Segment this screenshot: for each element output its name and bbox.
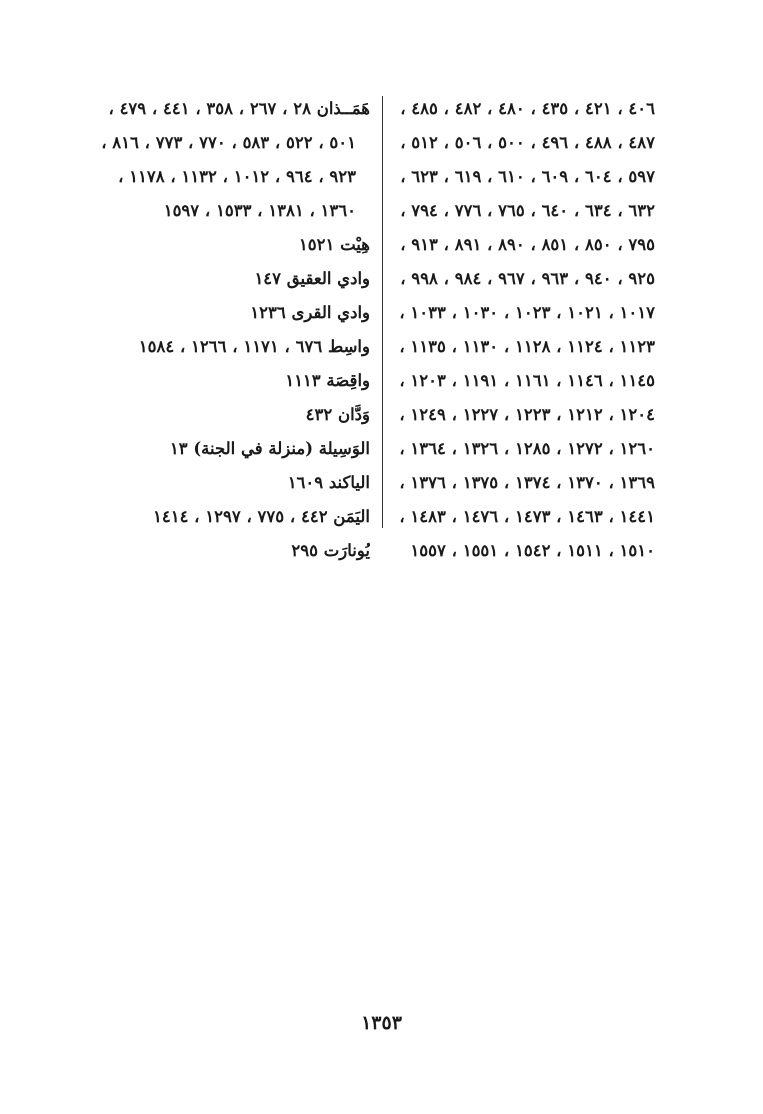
index-entry-yunart: يُونارَت ٢٩٥	[291, 541, 370, 560]
index-entry-wadi-al-aqiq: وادي العقيق ١٤٧	[254, 269, 370, 288]
index-line: ٤٠٦ ، ٤٢١ ، ٤٣٥ ، ٤٨٠ ، ٤٨٢ ، ٤٨٥ ،	[400, 99, 655, 118]
index-line: ١١٢٣ ، ١١٢٤ ، ١١٢٨ ، ١١٣٠ ، ١١٣٥ ،	[399, 337, 655, 356]
index-line: ١٤٤١ ، ١٤٦٣ ، ١٤٧٣ ، ١٤٧٦ ، ١٤٨٣ ،	[399, 507, 655, 526]
index-entry-wasit: واسِط ٦٧٦ ، ١١٧١ ، ١٢٦٦ ، ١٥٨٤	[138, 337, 370, 356]
index-line: ١٣٦٠ ، ١٣٨١ ، ١٥٣٣ ، ١٥٩٧	[163, 201, 356, 220]
index-entry-hit: هِيْت ١٥٢١	[298, 235, 370, 254]
index-line: ٥٩٧ ، ٦٠٤ ، ٦٠٩ ، ٦١٠ ، ٦١٩ ، ٦٢٣ ،	[400, 167, 655, 186]
index-column-right	[385, 92, 655, 568]
index-entry-hamadhan: هَمَــذان ٢٨ ، ٢٦٧ ، ٣٥٨ ، ٤٤١ ، ٤٧٩ ،	[108, 99, 370, 118]
index-line: ١٢٠٤ ، ١٢١٢ ، ١٢٢٣ ، ١٢٢٧ ، ١٢٤٩ ،	[399, 405, 655, 424]
index-line: ١٢٦٠ ، ١٢٧٢ ، ١٢٨٥ ، ١٣٢٦ ، ١٣٦٤ ،	[399, 439, 655, 458]
index-line: ٦٣٢ ، ٦٣٤ ، ٦٤٠ ، ٧٦٥ ، ٧٧٦ ، ٧٩٤ ،	[400, 201, 655, 220]
index-line: ٩٢٣ ، ٩٦٤ ، ١٠١٢ ، ١١٣٢ ، ١١٧٨ ،	[118, 167, 356, 186]
index-entry-wadi-al-qura: وادي القرى ١٢٣٦	[250, 303, 370, 322]
index-line: ٩٢٥ ، ٩٤٠ ، ٩٦٣ ، ٩٦٧ ، ٩٨٤ ، ٩٩٨ ،	[400, 269, 655, 288]
index-entry-al-yakand: الياكند ١٦٠٩	[287, 473, 370, 492]
index-line: ١١٤٥ ، ١١٤٦ ، ١١٦١ ، ١١٩١ ، ١٢٠٣ ،	[399, 371, 655, 390]
index-entry-waqisa: واقِصَة ١١١٣	[285, 371, 370, 390]
index-line: ٧٩٥ ، ٨٥٠ ، ٨٥١ ، ٨٩٠ ، ٨٩١ ، ٩١٣ ،	[400, 235, 655, 254]
index-line: ٤٨٧ ، ٤٨٨ ، ٤٩٦ ، ٥٠٠ ، ٥٠٦ ، ٥١٢ ،	[400, 133, 655, 152]
column-divider	[382, 96, 383, 528]
index-entry-waddan: وَدَّان ٤٣٢	[305, 405, 370, 424]
index-entry-al-wasila: الوَسِيلة (منزلة في الجنة) ١٣	[169, 439, 370, 458]
index-line: ١٥١٠ ، ١٥١١ ، ١٥٤٢ ، ١٥٥١ ، ١٥٥٧	[410, 541, 655, 560]
page-number: ١٣٥٣	[361, 1012, 402, 1034]
index-line: ١٣٦٩ ، ١٣٧٠ ، ١٣٧٤ ، ١٣٧٥ ، ١٣٧٦ ،	[399, 473, 655, 492]
index-line: ١٠١٧ ، ١٠٢١ ، ١٠٢٣ ، ١٠٣٠ ، ١٠٣٣ ،	[399, 303, 655, 322]
index-column-left	[70, 92, 370, 568]
index-line: ٥٠١ ، ٥٢٢ ، ٥٨٣ ، ٧٧٠ ، ٧٧٣ ، ٨١٦ ،	[101, 133, 356, 152]
index-entry-al-yaman: اليَمَن ٤٤٢ ، ٧٧٥ ، ١٢٩٧ ، ١٤١٤	[152, 507, 370, 526]
